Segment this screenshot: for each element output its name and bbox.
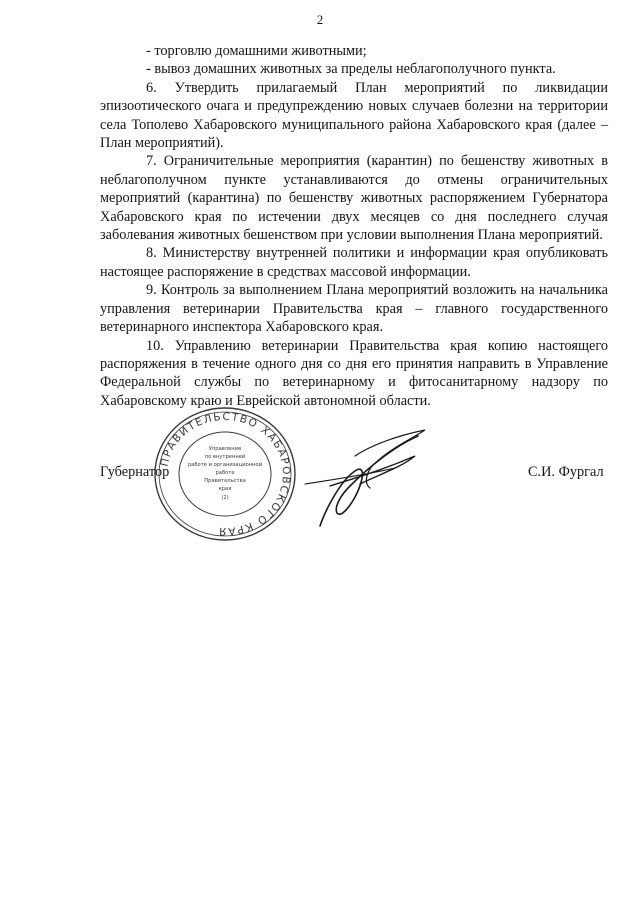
bullet-item: - торговлю домашними животными; [146, 43, 367, 59]
seal-inner-line: работе [215, 470, 235, 476]
handwritten-signature [300, 426, 440, 536]
seal-inner-line: Правительства [204, 478, 246, 484]
seal-inner-line: Управление [208, 446, 242, 452]
clause-6: 6. Утвердить прилагаемый План мероприятий по ликвидации эпизоотического очага и предупреждению новых случаев болезни на территории села Тополево Хабаровского муниципального района Хабаровского края (далее – План мероприятий). [100, 79, 608, 152]
bullet-item: - вывоз домашних животных за пределы неблагополучного пункта. [146, 61, 556, 78]
signatory-name: С.И. Фургал [528, 464, 604, 480]
seal-inner-line: работе и организационной [187, 462, 263, 468]
document-body [100, 42, 608, 410]
seal-inner-line: края [218, 486, 232, 492]
official-seal [150, 404, 300, 544]
clause-9: 9. Контроль за выполнением Плана мероприятий возложить на начальника управления ветеринарии Правительства края – главного государственного ветеринарного инспектора Хабаровского края. [100, 282, 608, 336]
seal-inner-line: по внутренней [204, 454, 246, 460]
clause-10: 10. Управлению ветеринарии Правительства края копию настоящего распоряжения в течение одного дня со дня его принятия направить в Управление Федеральной службы по ветеринарному и фитосанитарному надзору по Хабаровскому краю и Еврейской автономной области. [100, 337, 608, 409]
seal-inner-line: (2) [221, 495, 229, 501]
signatory-title: Губернатор [100, 464, 170, 480]
page-number: 2 [316, 12, 324, 27]
clause-7: 7. Ограничительные мероприятия (карантин) по бешенству животных в неблагополучном пункте устанавливаются до отмены ограничительных мероприятий (карантина) по бешенству животных распоряжением Губернатора Хабаровского края по истечении двух месяцев со дня последнего случая заболевания животных бешенством при условии выполнения Плана мероприятий. [100, 153, 608, 244]
seal-ring-text: ПРАВИТЕЛЬСТВО ХАБАРОВСКОГО КРАЯ [158, 410, 293, 538]
clause-8: 8. Министерству внутренней политики и информации края опубликовать настоящее распоряжение в средствах массовой информации. [100, 245, 608, 280]
